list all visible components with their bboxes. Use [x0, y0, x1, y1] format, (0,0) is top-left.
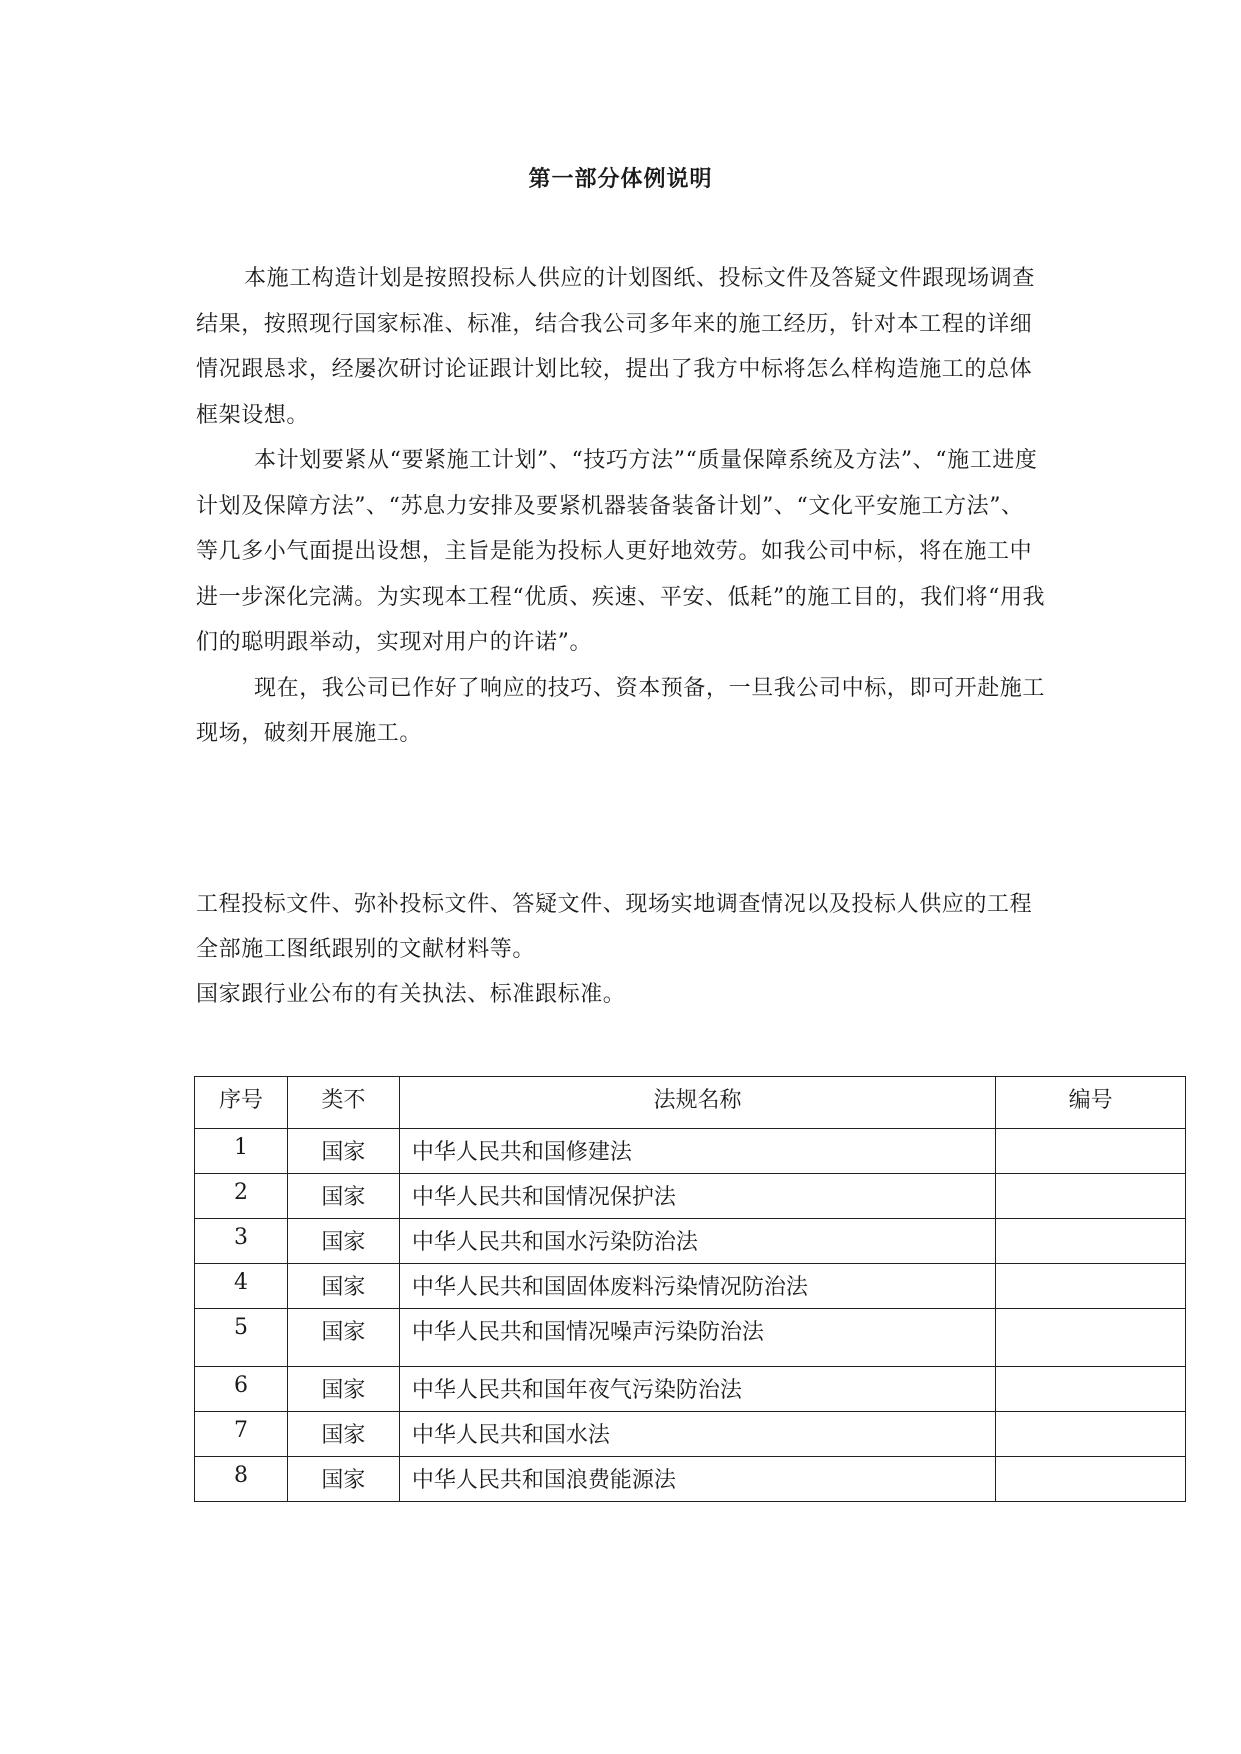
cell-name: 中华人民共和国固体废料污染情况防治法 [399, 1264, 995, 1309]
cell-code [996, 1412, 1186, 1457]
cell-category: 国家 [287, 1219, 399, 1264]
cell-no: 6 [195, 1367, 288, 1412]
cell-code [996, 1309, 1186, 1367]
reference-1: 工程投标文件、弥补投标文件、答疑文件、现场实地调查情况以及投标人供应的工程全部施工图纸跟别的文献材料等。 [196, 892, 1033, 962]
cell-category: 国家 [287, 1412, 399, 1457]
laws-table [194, 1076, 1186, 1502]
header-no: 序号 [195, 1077, 288, 1129]
table-row [195, 1129, 1186, 1174]
cell-no: 8 [195, 1457, 288, 1502]
cell-name: 中华人民共和国水法 [399, 1412, 995, 1457]
paragraph-3: 现在，我公司已作好了响应的技巧、资本预备，一旦我公司中标，即可开赴施工现场，破刻开展施工。 [196, 675, 1046, 746]
cell-name: 中华人民共和国年夜气污染防治法 [399, 1367, 995, 1412]
paragraph-1: 本施工构造计划是按照投标人供应的计划图纸、投标文件及答疑文件跟现场调查结果，按照现行国家标准、标准，结合我公司多年来的施工经历，针对本工程的详细情况跟恳求，经屡次研讨论证跟计划比较，提出了我方中标将怎么样构造施工的总体框架设想。 [196, 266, 1036, 428]
table-row [195, 1174, 1186, 1219]
cell-name: 中华人民共和国修建法 [399, 1129, 995, 1174]
cell-name: 中华人民共和国情况噪声污染防治法 [399, 1309, 995, 1367]
cell-category: 国家 [287, 1309, 399, 1367]
cell-name: 中华人民共和国浪费能源法 [399, 1457, 995, 1502]
cell-category: 国家 [287, 1129, 399, 1174]
intro-section [196, 256, 1046, 757]
cell-code [996, 1367, 1186, 1412]
cell-name: 中华人民共和国情况保护法 [399, 1174, 995, 1219]
table-row [195, 1367, 1186, 1412]
cell-no: 7 [195, 1412, 288, 1457]
cell-code [996, 1129, 1186, 1174]
cell-code [996, 1174, 1186, 1219]
cell-name: 中华人民共和国水污染防治法 [399, 1219, 995, 1264]
cell-no: 4 [195, 1264, 288, 1309]
cell-no: 5 [195, 1309, 288, 1367]
table-row [195, 1264, 1186, 1309]
header-name: 法规名称 [399, 1077, 995, 1129]
cell-code [996, 1219, 1186, 1264]
cell-category: 国家 [287, 1457, 399, 1502]
references-section [196, 882, 1046, 1017]
page-title: 第一部分体例说明 [528, 166, 713, 192]
header-code: 编号 [996, 1077, 1186, 1129]
table-row [195, 1219, 1186, 1264]
cell-category: 国家 [287, 1367, 399, 1412]
cell-no: 1 [195, 1129, 288, 1174]
cell-code [996, 1264, 1186, 1309]
cell-category: 国家 [287, 1264, 399, 1309]
cell-no: 3 [195, 1219, 288, 1264]
cell-no: 2 [195, 1174, 288, 1219]
table-header-row [195, 1077, 1186, 1129]
reference-2: 国家跟行业公布的有关执法、标准跟标准。 [196, 982, 626, 1007]
cell-code [996, 1457, 1186, 1502]
header-category: 类不 [287, 1077, 399, 1129]
table-row [195, 1457, 1186, 1502]
table-row [195, 1412, 1186, 1457]
paragraph-2: 本计划要紧从“要紧施工计划”、“技巧方法”“质量保障系统及方法”、“施工进度计划及保障方法”、“苏息力安排及要紧机器装备装备计划”、“文化平安施工方法”、等几多小气面提出设想，主旨是能为投标人更好地效劳。如我公司中标，将在施工中进一步深化完满。为实现本工程“优质、疾速、平安、低耗”的施工目的，我们将“用我们的聪明跟举动，实现对用户的许诺”。 [196, 448, 1046, 655]
table-row [195, 1309, 1186, 1367]
cell-category: 国家 [287, 1174, 399, 1219]
